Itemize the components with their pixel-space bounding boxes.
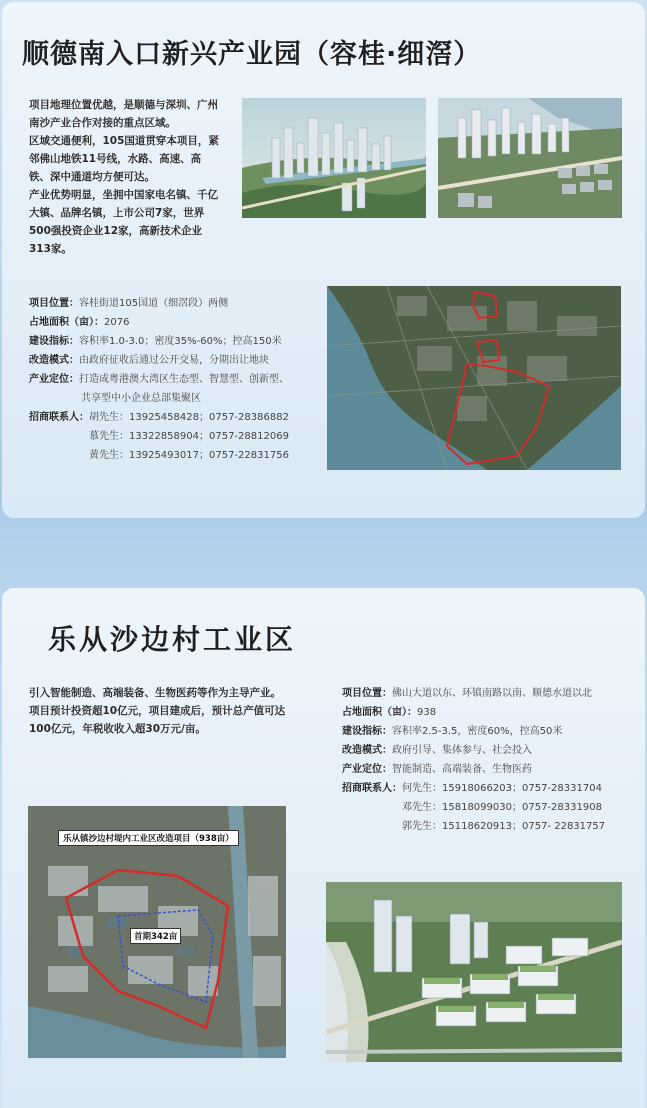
info-row: [29, 294, 319, 313]
info-label: 建设指标：: [29, 336, 79, 347]
info-value: 容积率2.5-3.5，密度60%，控高50米: [392, 726, 563, 737]
contacts: [342, 779, 642, 836]
info-label: 项目位置：: [342, 688, 392, 699]
info-row: [342, 760, 642, 779]
satellite-map-image: [28, 806, 286, 1058]
park-title: 顺德南入口新兴产业园（容桂·细滘）: [22, 39, 482, 70]
park-intro: [29, 684, 299, 738]
contact-entry: 慕先生：13322858904；0757-28812069: [89, 431, 289, 442]
aerial-rendering-image: [438, 98, 622, 218]
info-row: [342, 703, 642, 722]
intro-paragraph: 项目预计投资超10亿元，项目建成后，预计总产值可达100亿元，年税收收入超30万元/亩。: [29, 705, 286, 735]
info-label: 产业定位：: [29, 374, 79, 385]
contact-entry: 郭先生：15118620913；0757- 22831757: [402, 821, 606, 832]
info-value: 共享型中小企业总部集聚区: [81, 393, 201, 404]
contact-entry: 何先生：15918066203；0757-28331704: [402, 783, 602, 794]
park-intro: [29, 96, 221, 258]
info-row: [29, 370, 319, 389]
park-title: 乐从沙边村工业区: [48, 623, 297, 656]
info-value: 智能制造、高端装备、生物医药: [392, 764, 532, 775]
intro-paragraph: 引入智能制造、高端装备、生物医药等作为主导产业。: [29, 687, 281, 699]
info-value: 容积率1.0-3.0；密度35%-60%；控高150米: [79, 336, 282, 347]
intro-paragraph: 产业优势明显，坐拥中国家电名镇、千亿大镇、品牌名镇，上市公司7家，世界500强投资企业12家，高新技术企业313家。: [29, 189, 218, 255]
info-row: [29, 313, 319, 332]
contact-entry: 邓先生：15818099030；0757-28331908: [402, 802, 602, 813]
info-value: 容桂街道105国道（细滘段）两侧: [79, 298, 229, 309]
info-label: 占地面积（亩）：: [29, 317, 104, 328]
info-row: [342, 722, 642, 741]
info-label: 项目位置：: [29, 298, 79, 309]
park-info: [342, 684, 642, 836]
info-row: [29, 389, 319, 408]
contact-entry: 黄先生：13925493017；0757-22831756: [89, 450, 289, 461]
park-info: [29, 294, 319, 465]
info-value: 2076: [104, 317, 130, 328]
intro-paragraph: 项目地理位置优越，是顺德与深圳、广州南沙产业合作对接的重点区域。: [29, 99, 218, 129]
info-value: 佛山大道以东、环镇南路以南、顺德水道以北: [392, 688, 592, 699]
contacts: [29, 408, 319, 465]
contact-entry: 胡先生：13925458428；0757-28386882: [89, 412, 289, 423]
park-card-lecong: [2, 588, 645, 1108]
map-phase-label: 首期342亩: [130, 928, 181, 944]
info-label: 产业定位：: [342, 764, 392, 775]
info-label: 改造模式：: [342, 745, 392, 756]
satellite-map-image: [327, 286, 621, 470]
info-row: [29, 332, 319, 351]
info-value: 政府引导、集体参与、社会投入: [392, 745, 532, 756]
contacts-label: 招商联系人：: [342, 783, 402, 794]
contacts-label: 招商联系人：: [29, 412, 89, 423]
info-value: 938: [417, 707, 437, 718]
info-row: [342, 741, 642, 760]
info-row: [342, 684, 642, 703]
info-label: 建设指标：: [342, 726, 392, 737]
aerial-rendering-image: [326, 882, 622, 1062]
park-card-ronggui: [2, 2, 645, 518]
info-label: 改造模式：: [29, 355, 79, 366]
intro-paragraph: 区域交通便利，105国道贯穿本项目，紧邻佛山地铁11号线，水路、高速、高铁、深中通道均方便可达。: [29, 135, 219, 183]
info-label: 占地面积（亩）：: [342, 707, 417, 718]
info-value: 打造成粤港澳大湾区生态型、智慧型、创新型、: [79, 374, 289, 385]
map-project-label: 乐从镇沙边村堤内工业区改造项目（938亩）: [58, 830, 239, 846]
aerial-rendering-image: [242, 98, 426, 218]
info-value: 由政府征收后通过公开交易，分期出让地块: [79, 355, 269, 366]
info-row: [29, 351, 319, 370]
